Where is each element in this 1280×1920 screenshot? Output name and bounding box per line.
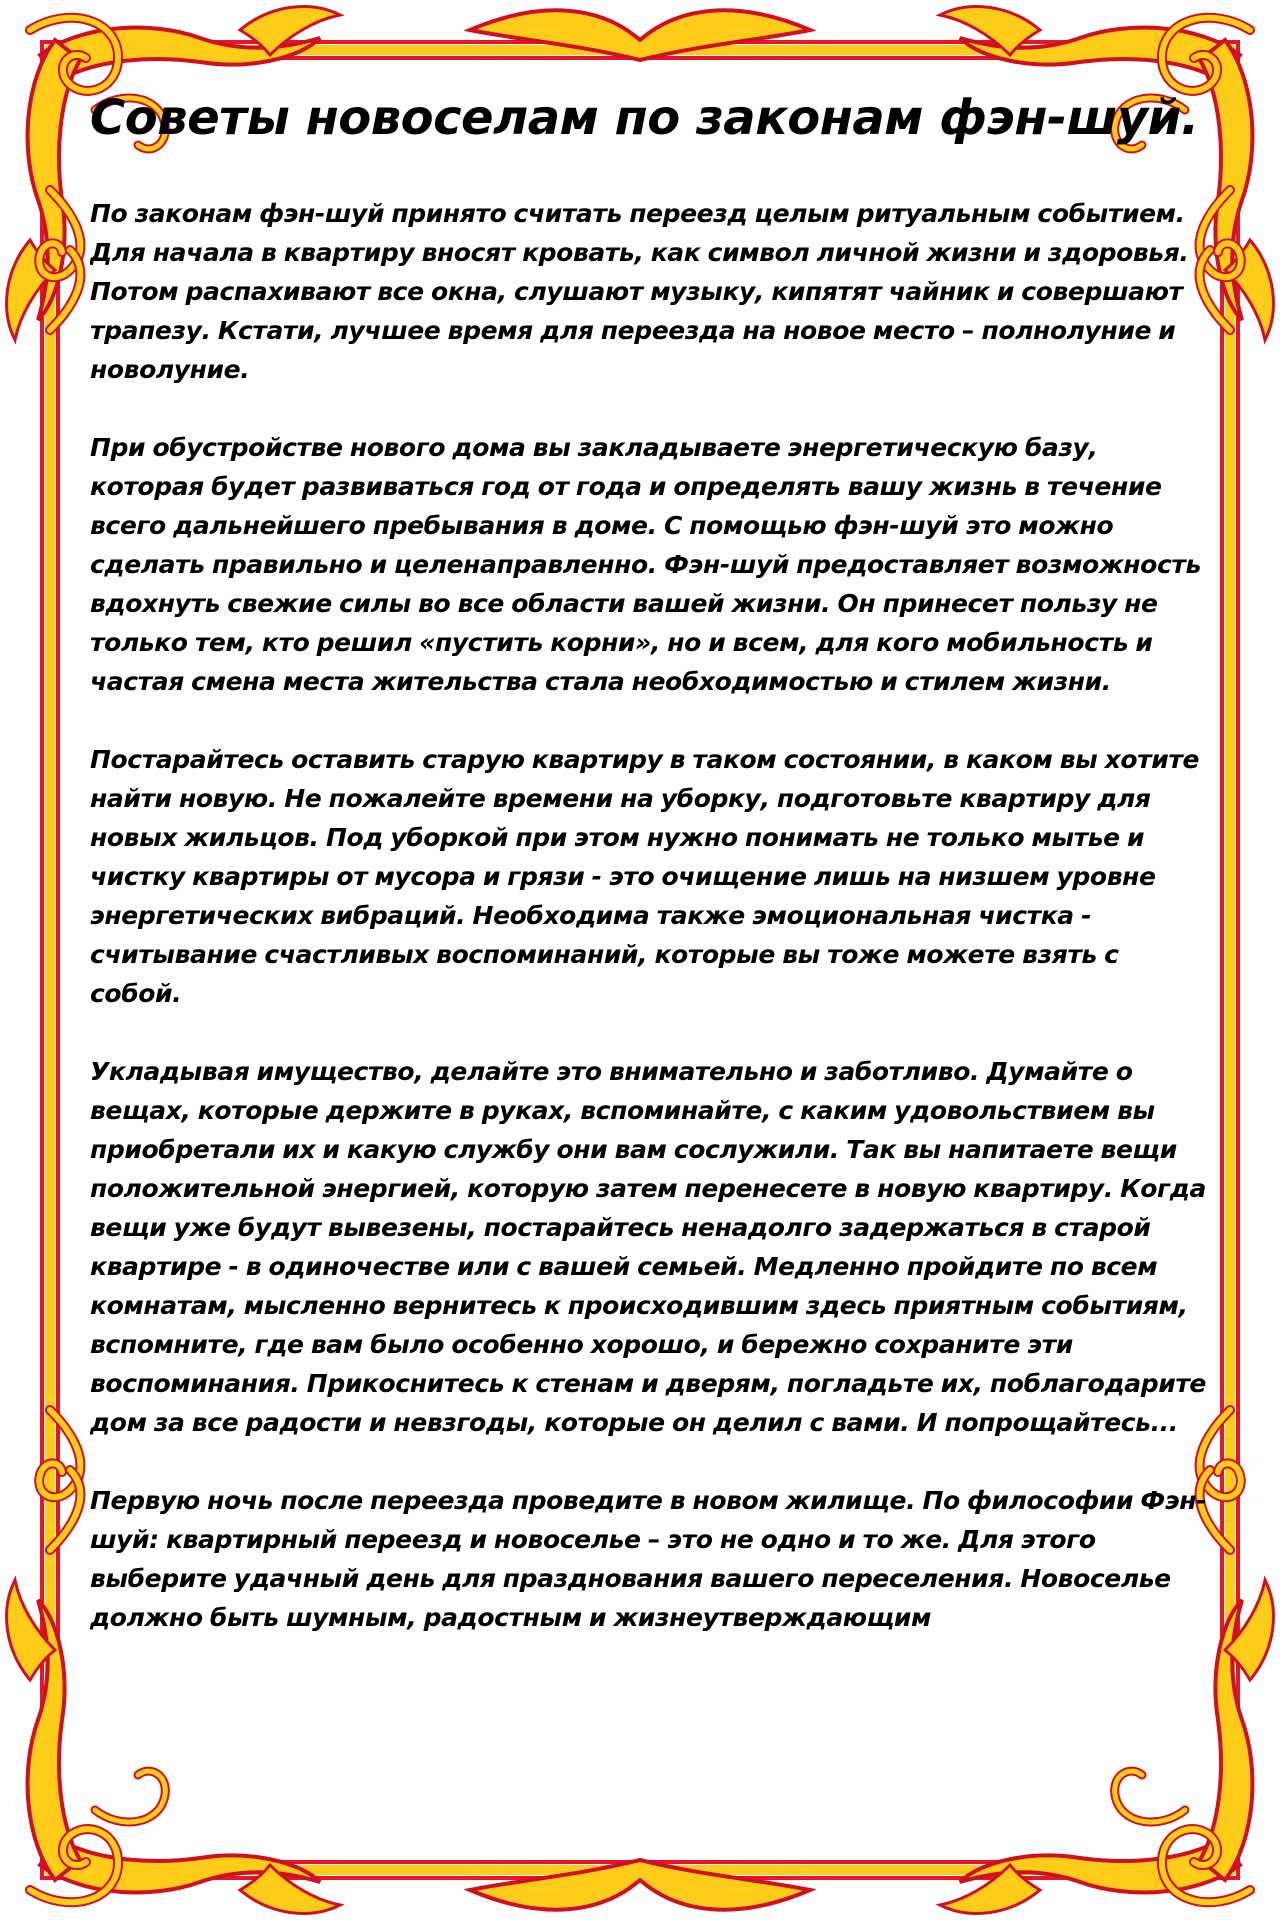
- article-paragraph-1: По законам фэн-шуй принято считать переезд целым ритуальным событием. Для начала в квартиру вносят кровать, как символ личной жизни и здоровья. Потом распахивают все окна, слушают музыку, кипятят чайник и совершают трапезу. Кстати, лучшее время для переезда на новое место – полнолуние и новолуние.: [90, 198, 1189, 384]
- article-title: Советы новоселам по законам фэн-шуй.: [90, 90, 1199, 146]
- article-paragraph-3: Постарайтесь оставить старую квартиру в таком состоянии, в каком вы хотите найти новую. Не пожалейте времени на уборку, подготовьте квартиру для новых жильцов. Под уборкой при этом нужно понимать не только мытье и чистку квартиры от мусора и грязи - это очищение лишь на низшем уровне энергетических вибраций. Необходима также эмоциональная чистка - считывание счастливых воспоминаний, которые вы тоже можете взять с собой.: [90, 744, 1199, 1008]
- article: [90, 80, 1215, 1720]
- article-paragraph-5: Первую ночь после переезда проведите в новом жилище. По философии Фэн-шуй: квартирный переезд и новоселье – это не одно и то же. Для этого выберите удачный день для празднования вашего переселения. Новоселье должно быть шумным, радостным и жизнеутверждающим: [90, 1485, 1207, 1632]
- article-paragraph-4: Укладывая имущество, делайте это внимательно и заботливо. Думайте о вещах, которые держите в руках, вспоминайте, с каким удовольствием вы приобретали их и какую службу они вам сослужили. Так вы напитаете вещи положительной энергией, которую затем перенесете в новую квартиру. Когда вещи уже будут вывезены, постарайтесь ненадолго задержаться в старой квартире - в одиночестве или с вашей семьей. Медленно пройдите по всем комнатам, мысленно вернитесь к происходившим здесь приятным событиям, вспомните, где вам было особенно хорошо, и бережно сохраните эти воспоминания. Прикоснитесь к стенам и дверям, погладьте их, поблагодарите дом за все радости и невзгоды, которые он делил с вами. И попрощайтесь...: [90, 1056, 1206, 1437]
- article-paragraph-2: При обустройстве нового дома вы закладываете энергетическую базу, которая будет развиваться год от года и определять вашу жизнь в течение всего дальнейшего пребывания в доме. С помощью фэн-шуй это можно сделать правильно и целенаправленно. Фэн-шуй предоставляет возможность вдохнуть свежие силы во все области вашей жизни. Он принесет пользу не только тем, кто решил «пустить корни», но и всем, для кого мобильность и частая смена места жительства стала необходимостью и стилем жизни.: [90, 432, 1201, 696]
